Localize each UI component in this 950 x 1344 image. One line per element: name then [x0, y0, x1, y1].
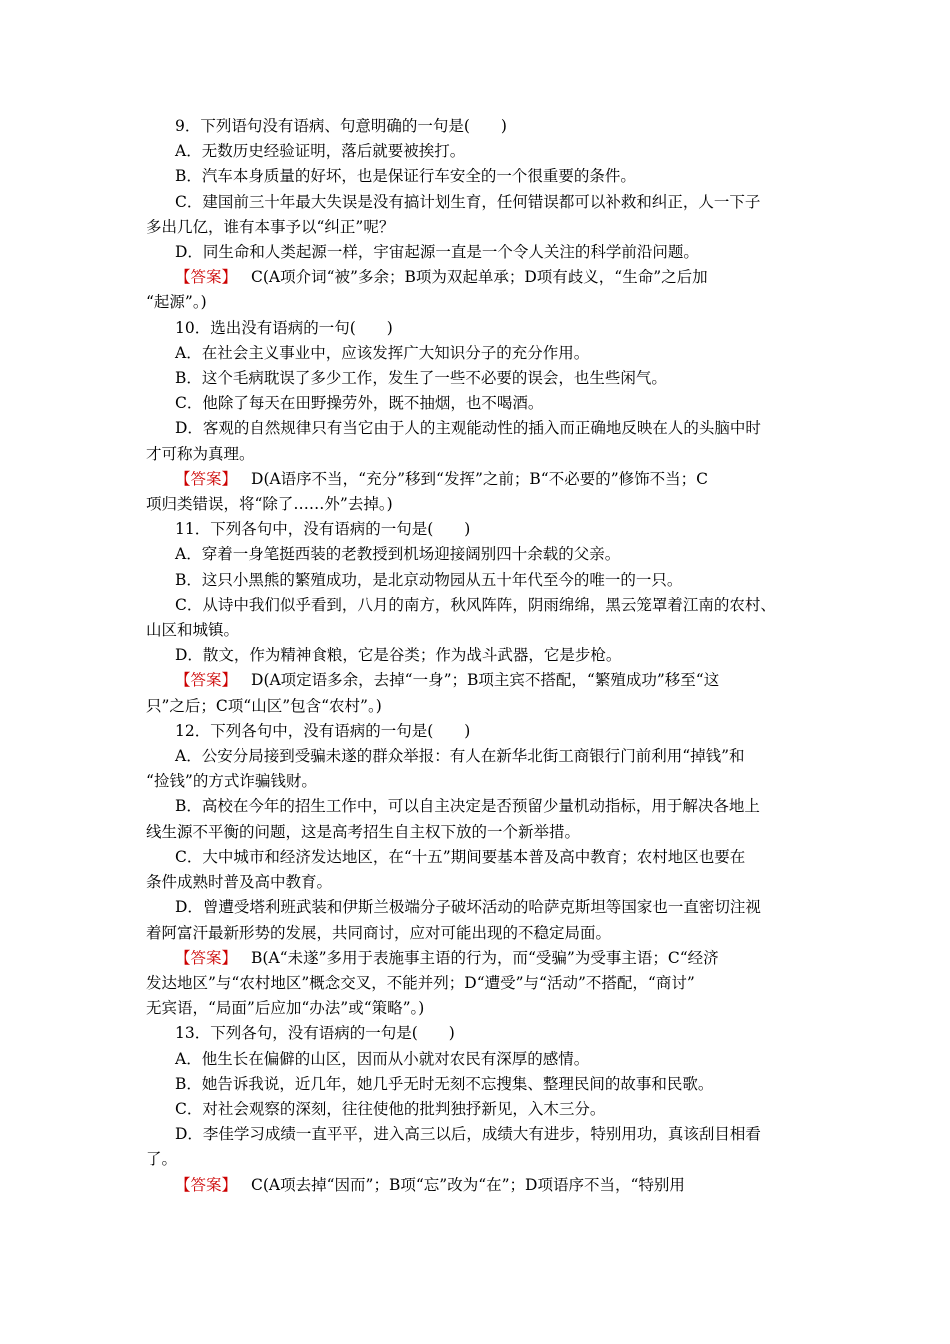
line-text: 无宾语，“局面”后应加“办法”或“策略”。): [146, 999, 425, 1018]
line-text: B．她告诉我说，近几年，她几乎无时无刻不忘搜集、整理民间的故事和民歌。: [175, 1074, 714, 1093]
line-text: B．高校在今年的招生工作中，可以自主决定是否预留少量机动指标，用于解决各地上: [175, 797, 760, 816]
line-text: C．他除了每天在田野操劳外，既不抽烟，也不喝酒。: [175, 394, 544, 413]
text-line: [146, 719, 812, 744]
text-line: [146, 1021, 812, 1046]
line-text: D．曾遭受塔利班武装和伊斯兰极端分子破坏活动的哈萨克斯坦等国家也一直密切注视: [175, 898, 761, 917]
text-line: [146, 1047, 812, 1072]
answer-tag: 【答案】: [175, 268, 238, 287]
line-text: 只”之后；C项“山区”包含“农村”。): [146, 696, 382, 715]
text-line: [146, 568, 812, 593]
line-text: B(A“未遂”多用于表施事主语的行为，而“受骗”为受事主语；C“经济: [251, 948, 719, 967]
line-text: 发达地区”与“农村地区”概念交叉，不能并列；D“遭受”与“活动”不搭配，“商讨”: [146, 973, 695, 992]
text-line: [146, 895, 812, 920]
line-text: 着阿富汗最新形势的发展，共同商讨，应对可能出现的不稳定局面。: [146, 923, 612, 942]
line-text: D(A项定语多余，去掉“一身”；B项主宾不搭配，“繁殖成功”移至“这: [251, 671, 720, 690]
text-line: [146, 1122, 812, 1147]
answer-tag: 【答案】: [175, 1175, 238, 1194]
line-text: 山区和城镇。: [146, 621, 240, 640]
line-text: 13．下列各句，没有语病的一句是( ): [175, 1024, 455, 1043]
line-text: “起源”。): [146, 293, 207, 312]
text-line: [146, 618, 812, 643]
text-line: [146, 694, 812, 719]
answer-tag: 【答案】: [175, 469, 238, 488]
line-text: 10．选出没有语病的一句( ): [175, 318, 393, 337]
line-text: C(A项去掉“因而”；B项“忘”改为“在”；D项语序不当，“特别用: [251, 1175, 685, 1194]
answer-tag: 【答案】: [175, 671, 238, 690]
text-line: [146, 114, 812, 139]
line-text: A．在社会主义事业中，应该发挥广大知识分子的充分作用。: [175, 343, 590, 362]
line-text: C．对社会观察的深刻，往往使他的批判独抒新见，入木三分。: [175, 1099, 606, 1118]
text-line: [146, 794, 812, 819]
line-text: 项归类错误，将“除了……外”去掉。): [146, 495, 393, 514]
text-line: [146, 996, 812, 1021]
text-line: [146, 366, 812, 391]
text-line: [146, 341, 812, 366]
line-text: B．这只小黑熊的繁殖成功，是北京动物园从五十年代至今的唯一的一只。: [175, 570, 683, 589]
text-line: [146, 542, 812, 567]
line-text: D．散文，作为精神食粮，它是谷类；作为战斗武器，它是步枪。: [175, 646, 622, 665]
line-text: C．大中城市和经济发达地区，在“十五”期间要基本普及高中教育；农村地区也要在: [175, 847, 746, 866]
text-line: [146, 845, 812, 870]
text-line: [146, 492, 812, 517]
text-line: [146, 870, 812, 895]
line-text: C(A项介词“被”多余；B项为双起单承；D项有歧义，“生命”之后加: [251, 268, 708, 287]
text-line: [146, 1147, 812, 1172]
line-text: A．无数历史经验证明，落后就要被挨打。: [175, 142, 466, 161]
line-text: “捡钱”的方式诈骗钱财。: [146, 772, 317, 791]
line-text: A．公安分局接到受骗未遂的群众举报：有人在新华北街工商银行门前利用“掉钱”和: [175, 747, 745, 766]
text-line: [146, 139, 812, 164]
answer-tag: 【答案】: [175, 948, 238, 967]
line-text: D．同生命和人类起源一样，宇宙起源一直是一个令人关注的科学前沿问题。: [175, 243, 699, 262]
line-text: 条件成熟时普及高中教育。: [146, 873, 333, 892]
line-text: 11．下列各句中，没有语病的一句是( ): [175, 520, 471, 539]
line-text: A．他生长在偏僻的山区，因而从小就对农民有深厚的感情。: [175, 1049, 590, 1068]
line-text: 12．下列各句中，没有语病的一句是( ): [175, 721, 471, 740]
text-line: [146, 744, 812, 769]
document-page: [146, 114, 812, 1198]
text-line: [146, 215, 812, 240]
line-text: 线生源不平衡的问题，这是高考招生自主权下放的一个新举措。: [146, 822, 581, 841]
line-text: 才可称为真理。: [146, 444, 255, 463]
text-line: [146, 316, 812, 341]
line-text: B．汽车本身质量的好坏，也是保证行车安全的一个很重要的条件。: [175, 167, 636, 186]
text-line: [146, 820, 812, 845]
line-text: D．李佳学习成绩一直平平，进入高三以后，成绩大有进步，特别用功，真该刮目相看: [175, 1125, 761, 1144]
line-text: A．穿着一身笔挺西装的老教授到机场迎接阔别四十余载的父亲。: [175, 545, 621, 564]
text-line: [146, 164, 812, 189]
text-line: [146, 593, 812, 618]
line-text: 了。: [146, 1150, 178, 1169]
line-text: D．客观的自然规律只有当它由于人的主观能动性的插入而正确地反映在人的头脑中时: [175, 419, 761, 438]
answer-line: [146, 467, 812, 492]
text-line: [146, 190, 812, 215]
text-line: [146, 290, 812, 315]
line-text: 9．下列语句没有语病、句意明确的一句是( ): [175, 117, 507, 135]
text-line: [146, 769, 812, 794]
text-line: [146, 643, 812, 668]
text-line: [146, 1097, 812, 1122]
text-line: [146, 416, 812, 441]
answer-line: [146, 1173, 812, 1198]
line-text: 多出几亿，谁有本事予以“纠正”呢？: [146, 217, 395, 236]
text-line: [146, 971, 812, 996]
answer-line: [146, 946, 812, 971]
line-text: D(A语序不当，“充分”移到“发挥”之前；B“不必要的”修饰不当；C: [251, 469, 708, 488]
text-line: [146, 442, 812, 467]
text-line: [146, 391, 812, 416]
line-text: C．从诗中我们似乎看到，八月的南方，秋风阵阵，阴雨绵绵，黑云笼罩着江南的农村、: [175, 595, 776, 614]
text-line: [146, 240, 812, 265]
answer-line: [146, 265, 812, 290]
line-text: B．这个毛病耽误了多少工作，发生了一些不必要的误会，也生些闲气。: [175, 369, 667, 388]
text-line: [146, 517, 812, 542]
answer-line: [146, 668, 812, 693]
text-line: [146, 921, 812, 946]
text-line: [146, 1072, 812, 1097]
line-text: C．建国前三十年最大失误是没有搞计划生育，任何错误都可以补救和纠正，人一下子: [175, 192, 761, 211]
